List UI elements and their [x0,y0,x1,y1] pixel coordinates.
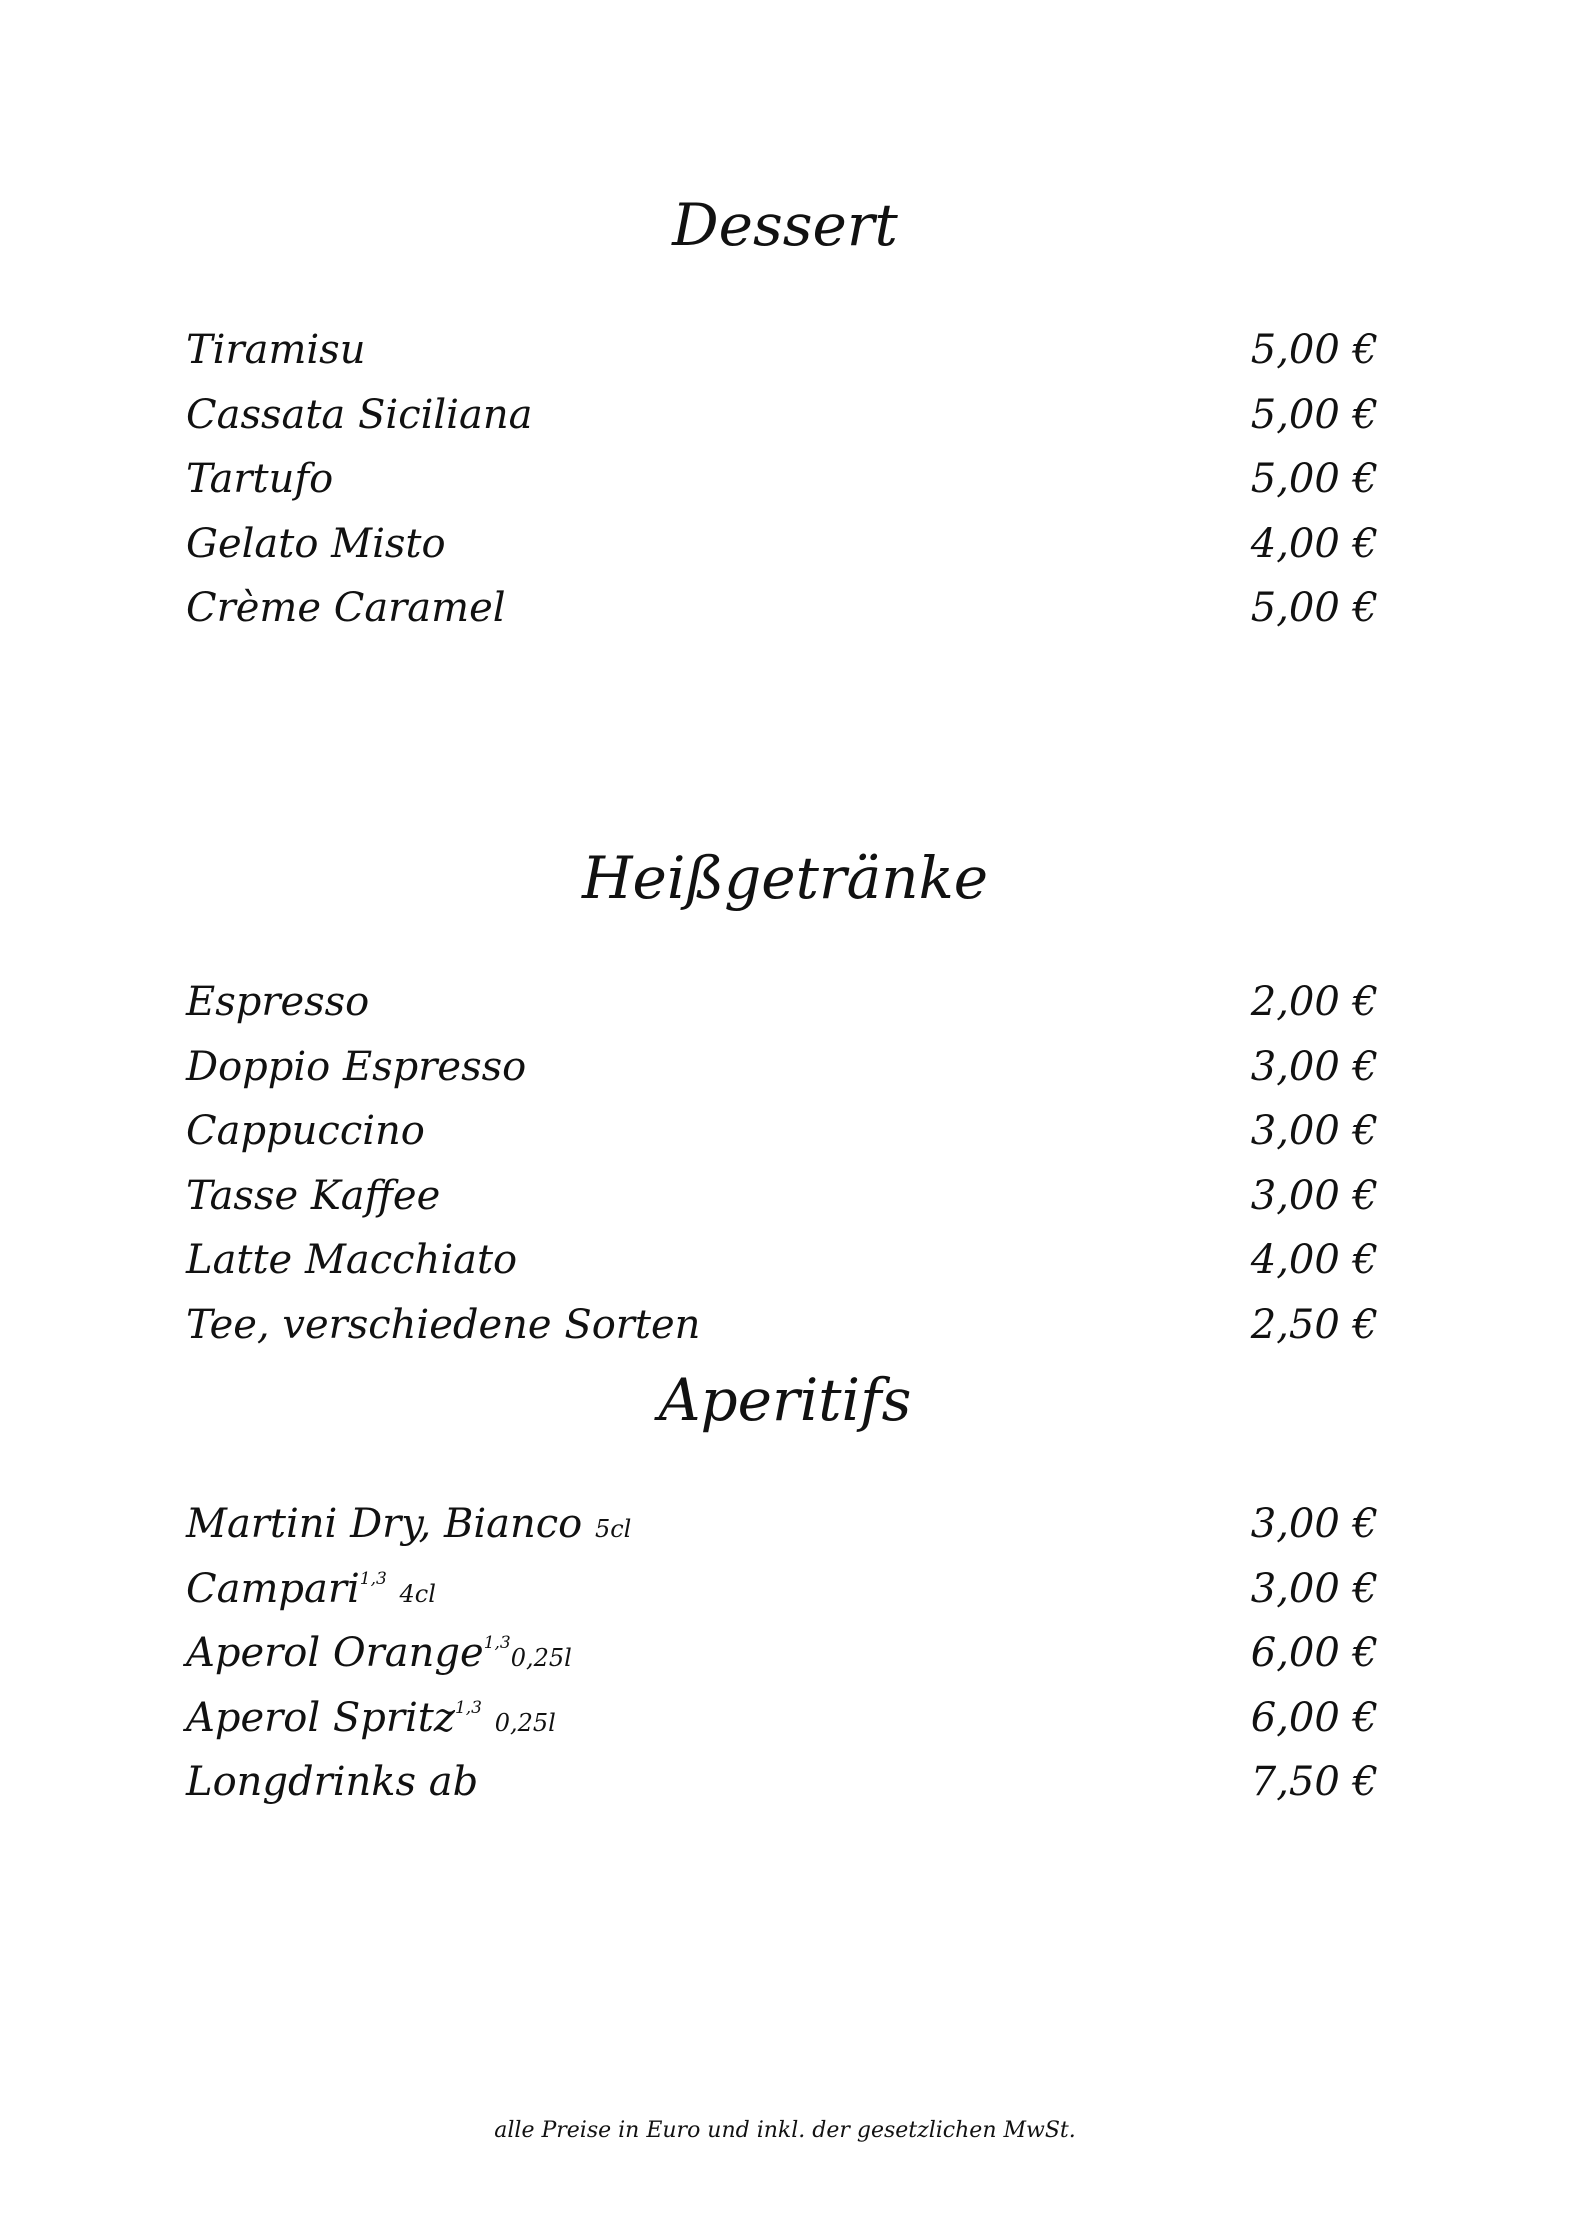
item-name: Doppio Espresso [186,1043,527,1090]
item-price: 6,00 € [1250,1630,1378,1676]
item-name: Martini Dry, Bianco 5cl [186,1501,632,1547]
menu-item [186,1164,1378,1229]
menu-list-hot-drinks [186,970,1378,1357]
menu-item [186,447,1378,512]
section-title-aperitifs: Aperitifs [658,1366,912,1434]
item-price: 5,00 € [1250,585,1378,631]
item-price: 5,00 € [1250,456,1378,502]
item-name: Espresso [186,979,370,1025]
price-footnote: alle Preise in Euro und inkl. der gesetzlichen MwSt. [494,2118,1076,2143]
item-size: 4cl [399,1579,436,1608]
item-price: 4,00 € [1250,520,1378,567]
menu-list-aperitifs [186,1492,1378,1815]
item-name: Tee, verschiedene Sorten [186,1301,701,1348]
item-price: 3,00 € [1250,1501,1378,1547]
menu-item [186,1621,1378,1686]
item-size: 5cl [594,1515,632,1543]
item-name: Longdrinks ab [186,1759,479,1805]
menu-item [186,512,1378,577]
allergen-footnote: 1,3 [483,1633,511,1653]
menu-item [186,1035,1378,1100]
menu-item [186,1492,1378,1557]
menu-item [186,1293,1378,1358]
item-price: 4,00 € [1250,1237,1378,1283]
item-name: Aperol Spritz$^{1,3}$ 0,25l [186,1694,556,1741]
item-size: 0,25l [510,1644,572,1672]
item-price: 2,50 € [1250,1301,1378,1348]
section-title-hot-drinks: Heißgetränke [581,844,989,912]
item-price: 6,00 € [1250,1694,1378,1741]
menu-item [186,1099,1378,1164]
menu-item [186,318,1378,383]
item-name: Crème Caramel [186,585,506,631]
item-price: 3,00 € [1250,1565,1378,1612]
menu-item [186,576,1378,641]
menu-item [186,1228,1378,1293]
item-name: Tiramisu [186,327,366,373]
allergen-footnote: 1,3 [359,1568,387,1589]
item-price: 2,00 € [1250,979,1378,1025]
item-name: Cappuccino [186,1108,425,1154]
item-name: Aperol Orange$^{1,3}$0,25l [186,1630,572,1676]
item-price: 3,00 € [1250,1108,1378,1154]
item-price: 5,00 € [1250,327,1378,373]
section-title-dessert: Dessert [672,191,898,259]
item-price: 3,00 € [1250,1172,1378,1219]
menu-item [186,970,1378,1035]
item-price: 5,00 € [1250,391,1378,438]
menu-item [186,1557,1378,1622]
menu-item [186,1750,1378,1815]
item-price: 3,00 € [1250,1043,1378,1090]
item-name: Tartufo [186,456,334,502]
item-name: Gelato Misto [186,520,446,567]
item-price: 7,50 € [1250,1759,1378,1805]
allergen-footnote: 1,3 [454,1697,482,1718]
item-name: Latte Macchiato [186,1237,518,1283]
item-size: 0,25l [494,1708,556,1737]
item-name: Tasse Kaffee [186,1172,441,1219]
menu-item [186,1686,1378,1751]
menu-item [186,383,1378,448]
menu-list-dessert [186,318,1378,641]
item-name: Campari$^{1,3}$ 4cl [186,1565,436,1612]
item-name: Cassata Siciliana [186,391,533,438]
